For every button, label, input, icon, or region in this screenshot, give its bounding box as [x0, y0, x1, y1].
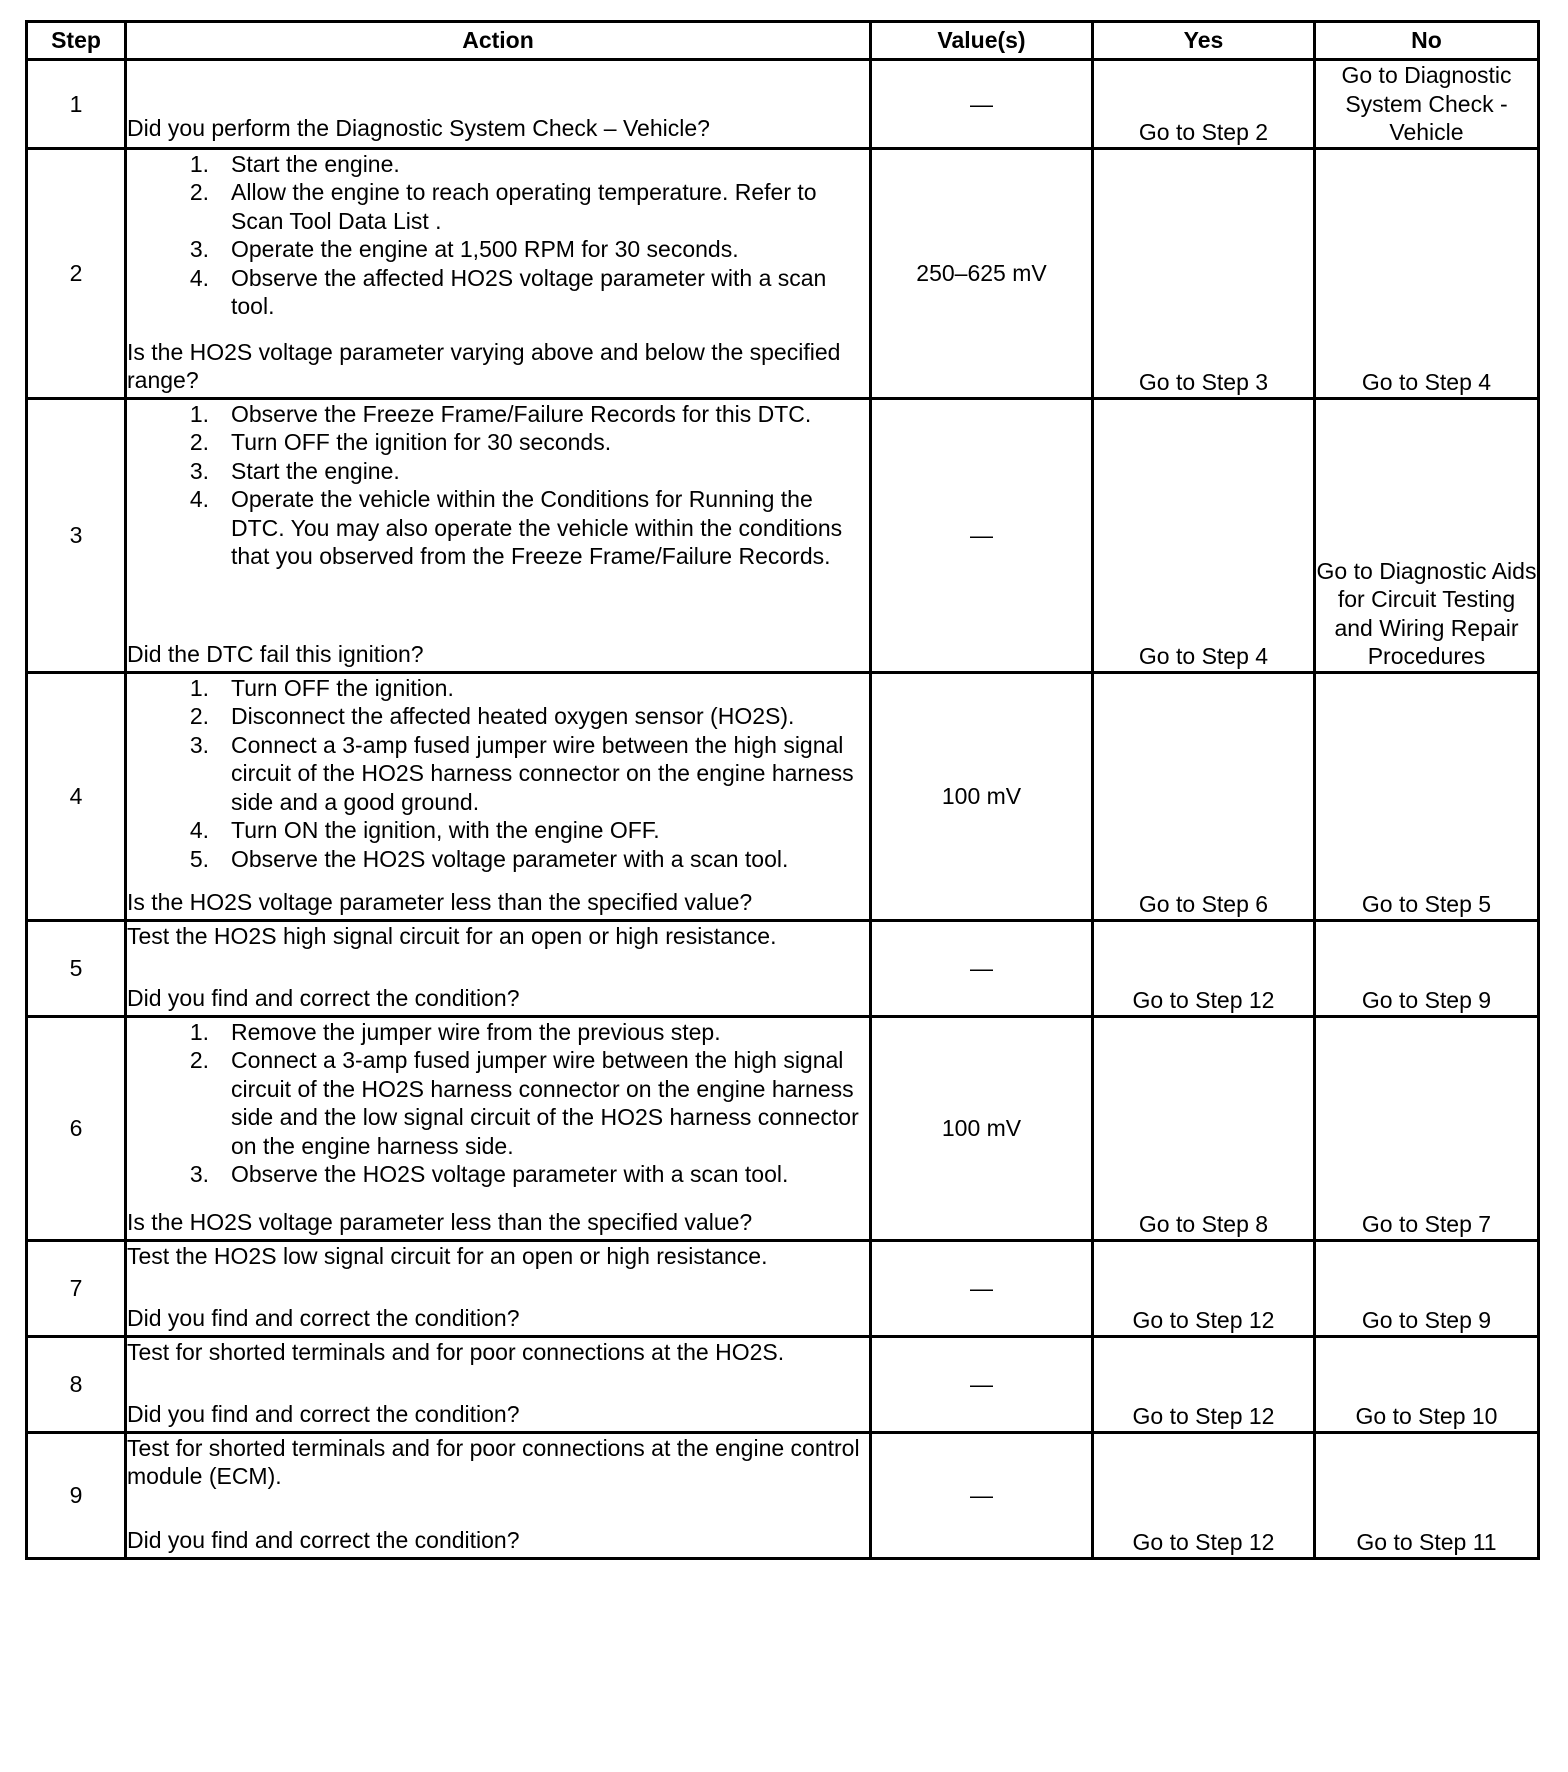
action-step-item [127, 674, 869, 703]
action-instruction: Test the HO2S low signal circuit for an open or high resistance. [127, 1242, 768, 1269]
action-step-list [127, 674, 869, 874]
action-step-item [127, 428, 869, 457]
action-step-text: Turn ON the ignition, with the engine OFF. [231, 817, 660, 843]
action-step-item [127, 235, 869, 264]
action-step-text: Start the engine. [231, 150, 400, 177]
action-step-number: 1. [189, 674, 209, 701]
action-cell [126, 1336, 871, 1432]
action-instruction: Test for shorted terminals and for poor connections at the HO2S. [127, 1338, 785, 1365]
table-row [27, 1240, 1539, 1336]
step-number: 8 [27, 1336, 126, 1432]
table-row [27, 672, 1539, 920]
no-cell: Go to Step 9 [1315, 1240, 1539, 1336]
action-step-item [127, 264, 869, 321]
yes-cell: Go to Step 6 [1093, 672, 1315, 920]
header-action: Action [126, 22, 871, 60]
action-step-list [127, 1018, 869, 1189]
action-step-item [127, 731, 869, 817]
table-row [27, 148, 1539, 398]
table-row [27, 1432, 1539, 1558]
action-step-item [127, 178, 869, 235]
value-cell: — [871, 920, 1093, 1016]
value-cell: — [871, 1240, 1093, 1336]
action-question: Did the DTC fail this ignition? [127, 641, 424, 667]
action-cell [126, 1432, 871, 1558]
no-cell: Go to Step 4 [1315, 148, 1539, 398]
action-content [127, 674, 869, 917]
diagnostic-table [25, 20, 1540, 1560]
table-row [27, 398, 1539, 672]
step-number: 4 [27, 672, 126, 920]
action-step-number: 2. [189, 179, 209, 205]
value-cell: — [871, 60, 1093, 149]
action-step-number: 3. [189, 236, 209, 262]
header-values: Value(s) [871, 22, 1093, 60]
no-cell: Go to Diagnostic System Check - Vehicle [1315, 60, 1539, 149]
table-row [27, 60, 1539, 149]
value-cell: — [871, 398, 1093, 672]
action-cell [126, 1016, 871, 1240]
yes-cell: Go to Step 12 [1093, 920, 1315, 1016]
step-number: 6 [27, 1016, 126, 1240]
action-step-number: 1. [189, 150, 209, 177]
action-step-number: 3. [189, 1161, 209, 1187]
action-content [127, 400, 869, 669]
action-step-text: Connect a 3-amp fused jumper wire between the high signal circuit of the HO2S harness connector on the engine harness side and a good ground. [231, 731, 854, 815]
action-step-text: Observe the Freeze Frame/Failure Records for this DTC. [231, 400, 812, 427]
action-question: Did you perform the Diagnostic System Check – Vehicle? [127, 114, 710, 141]
value-cell: 100 mV [871, 1016, 1093, 1240]
table-row [27, 920, 1539, 1016]
header-yes: Yes [1093, 22, 1315, 60]
action-step-number: 2. [189, 703, 209, 729]
action-step-item [127, 845, 869, 874]
yes-cell: Go to Step 3 [1093, 148, 1315, 398]
action-step-item [127, 1018, 869, 1047]
action-instruction: Test for shorted terminals and for poor connections at the engine control module (ECM). [127, 1434, 860, 1489]
action-step-text: Allow the engine to reach operating temperature. Refer to Scan Tool Data List . [231, 179, 817, 234]
header-step: Step [27, 22, 126, 60]
action-step-item [127, 702, 869, 731]
action-question: Did you find and correct the condition? [127, 985, 520, 1011]
no-cell: Go to Step 7 [1315, 1016, 1539, 1240]
action-step-number: 2. [189, 429, 209, 455]
action-step-text: Operate the vehicle within the Conditions for Running the DTC. You may also operate the vehicle within the conditions that you observed from the Freeze Frame/Failure Records. [231, 486, 843, 569]
value-cell: 250–625 mV [871, 148, 1093, 398]
action-cell [126, 60, 871, 149]
action-step-number: 4. [189, 817, 209, 843]
action-step-item [127, 1160, 869, 1189]
action-step-item [127, 485, 869, 571]
action-step-number: 3. [189, 731, 209, 758]
action-step-number: 1. [189, 1018, 209, 1045]
action-step-item [127, 457, 869, 486]
action-step-text: Turn OFF the ignition for 30 seconds. [231, 429, 612, 455]
action-question: Is the HO2S voltage parameter less than the specified value? [127, 1209, 753, 1235]
yes-cell: Go to Step 12 [1093, 1336, 1315, 1432]
action-step-item [127, 1046, 869, 1160]
action-question: Is the HO2S voltage parameter varying above and below the specified range? [127, 338, 841, 393]
action-question: Is the HO2S voltage parameter less than the specified value? [127, 889, 753, 915]
action-step-number: 4. [189, 486, 209, 512]
action-content [127, 1018, 869, 1237]
action-step-text: Start the engine. [231, 457, 400, 484]
value-cell: 100 mV [871, 672, 1093, 920]
step-number: 2 [27, 148, 126, 398]
action-step-text: Turn OFF the ignition. [231, 674, 454, 701]
action-step-text: Disconnect the affected heated oxygen sensor (HO2S). [231, 703, 795, 729]
yes-cell: Go to Step 4 [1093, 398, 1315, 672]
action-step-text: Operate the engine at 1,500 RPM for 30 seconds. [231, 236, 739, 262]
action-step-text: Observe the HO2S voltage parameter with a scan tool. [231, 1161, 789, 1187]
step-number: 3 [27, 398, 126, 672]
action-question: Did you find and correct the condition? [127, 1305, 520, 1331]
action-question: Did you find and correct the condition? [127, 1527, 520, 1553]
yes-cell: Go to Step 8 [1093, 1016, 1315, 1240]
step-number: 5 [27, 920, 126, 1016]
action-step-number: 4. [189, 264, 209, 291]
action-content [127, 1338, 869, 1429]
action-step-list [127, 150, 869, 321]
action-content [127, 922, 869, 1013]
action-content [127, 1242, 869, 1333]
no-cell: Go to Step 11 [1315, 1432, 1539, 1558]
header-row [27, 22, 1539, 60]
action-step-item [127, 400, 869, 429]
action-step-item [127, 150, 869, 179]
step-number: 7 [27, 1240, 126, 1336]
action-instruction: Test the HO2S high signal circuit for an open or high resistance. [127, 922, 777, 949]
header-no: No [1315, 22, 1539, 60]
no-cell: Go to Step 9 [1315, 920, 1539, 1016]
action-step-number: 5. [189, 845, 209, 872]
table-row [27, 1016, 1539, 1240]
no-cell: Go to Step 5 [1315, 672, 1539, 920]
action-content [127, 1434, 869, 1555]
action-content [127, 61, 869, 142]
step-number: 1 [27, 60, 126, 149]
action-step-list [127, 400, 869, 571]
yes-cell: Go to Step 12 [1093, 1432, 1315, 1558]
table-row [27, 1336, 1539, 1432]
action-step-number: 1. [189, 400, 209, 427]
action-cell [126, 672, 871, 920]
yes-cell: Go to Step 2 [1093, 60, 1315, 149]
value-cell: — [871, 1336, 1093, 1432]
action-cell [126, 1240, 871, 1336]
action-step-text: Observe the HO2S voltage parameter with a scan tool. [231, 845, 789, 872]
no-cell: Go to Step 10 [1315, 1336, 1539, 1432]
action-step-number: 3. [189, 457, 209, 484]
action-cell [126, 398, 871, 672]
action-question: Did you find and correct the condition? [127, 1401, 520, 1427]
step-number: 9 [27, 1432, 126, 1558]
action-content [127, 150, 869, 395]
action-step-item [127, 816, 869, 845]
action-cell [126, 920, 871, 1016]
no-cell: Go to Diagnostic Aids for Circuit Testing and Wiring Repair Procedures [1315, 398, 1539, 672]
value-cell: — [871, 1432, 1093, 1558]
action-step-text: Observe the affected HO2S voltage parameter with a scan tool. [231, 264, 827, 319]
action-step-number: 2. [189, 1047, 209, 1073]
action-step-text: Connect a 3-amp fused jumper wire between the high signal circuit of the HO2S harness connector on the engine harness side and the low signal circuit of the HO2S harness connector on the engine harness side. [231, 1047, 859, 1159]
yes-cell: Go to Step 12 [1093, 1240, 1315, 1336]
action-step-text: Remove the jumper wire from the previous step. [231, 1018, 721, 1045]
action-cell [126, 148, 871, 398]
